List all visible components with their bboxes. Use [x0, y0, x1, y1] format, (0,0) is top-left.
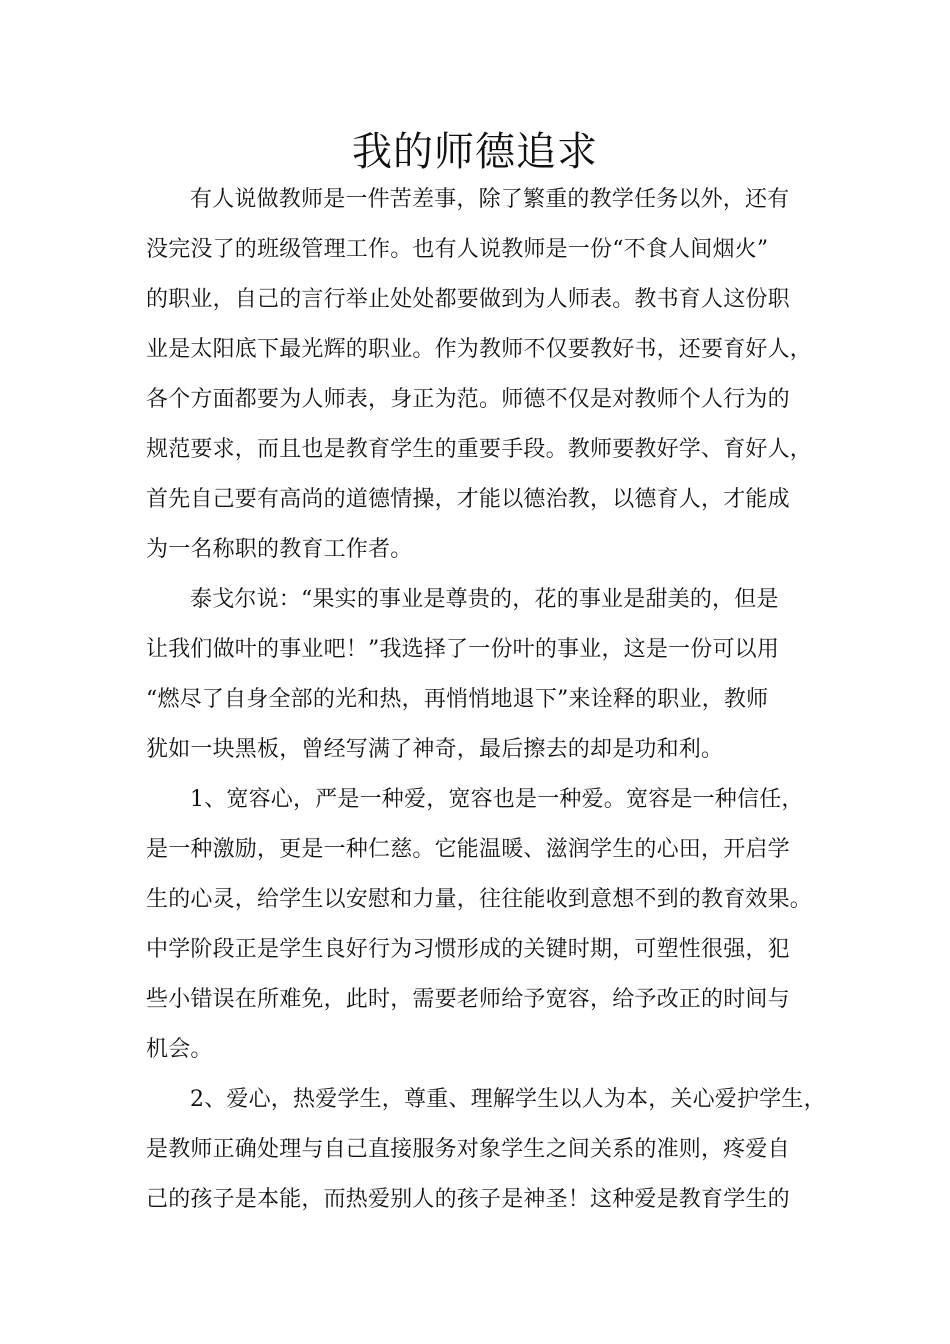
paragraph-1-line-3: 的职业，自己的言行举止处处都要做到为人师表。教书育人这份职 [146, 287, 790, 312]
paragraph-3-line-6: 机会。 [146, 1037, 213, 1062]
paragraph-3-line-1: 1、宽容心，严是一种爱，宽容也是一种爱。宽容是一种信任， [190, 787, 804, 812]
paragraph-1-line-4: 业是太阳底下最光辉的职业。作为教师不仅要教好书，还要育好人， [146, 337, 813, 362]
paragraph-2-line-2: 让我们做叶的事业吧！”我选择了一份叶的事业，这是一份可以用 [146, 637, 780, 662]
paragraph-2-line-4: 犹如一块黑板，曾经写满了神奇，最后擦去的却是功和利。 [146, 737, 724, 762]
paragraph-4-line-1: 2、爱心，热爱学生，尊重、理解学生以人为本，关心爱护学生， [190, 1087, 826, 1112]
paragraph-3-line-2: 是一种激励，更是一种仁慈。它能温暖、滋润学生的心田，开启学 [146, 837, 790, 862]
document-title: 我的师德追求 [352, 129, 598, 175]
paragraph-1-line-8: 为一名称职的教育工作者。 [146, 537, 413, 562]
paragraph-3-line-5: 些小错误在所难免，此时，需要老师给予宽容，给予改正的时间与 [146, 987, 790, 1012]
paragraph-1-line-1: 有人说做教师是一件苦差事，除了繁重的教学任务以外，还有 [190, 187, 790, 212]
paragraph-1-line-6: 规范要求，而且也是教育学生的重要手段。教师要教好学、育好人， [146, 437, 813, 462]
paragraph-2-line-1: 泰戈尔说：“果实的事业是尊贵的，花的事业是甜美的，但是 [190, 587, 779, 612]
paragraph-1-line-7: 首先自己要有高尚的道德情操，才能以德治教，以德育人，才能成 [146, 487, 790, 512]
paragraph-1-line-2: 没完没了的班级管理工作。也有人说教师是一份“不食人间烟火” [146, 237, 769, 262]
paragraph-2-line-3: “燃尽了自身全部的光和热，再悄悄地退下”来诠释的职业，教师 [146, 687, 769, 712]
paragraph-4-line-2: 是教师正确处理与自己直接服务对象学生之间关系的准则，疼爱自 [146, 1137, 790, 1162]
paragraph-3-line-3: 生的心灵，给学生以安慰和力量，往往能收到意想不到的教育效果。 [146, 887, 813, 912]
paragraph-3-line-4: 中学阶段正是学生良好行为习惯形成的关键时期，可塑性很强，犯 [146, 937, 790, 962]
paragraph-4-line-3: 己的孩子是本能，而热爱别人的孩子是神圣！这种爱是教育学生的 [146, 1187, 790, 1212]
paragraph-1-line-5: 各个方面都要为人师表，身正为范。师德不仅是对教师个人行为的 [146, 387, 790, 412]
